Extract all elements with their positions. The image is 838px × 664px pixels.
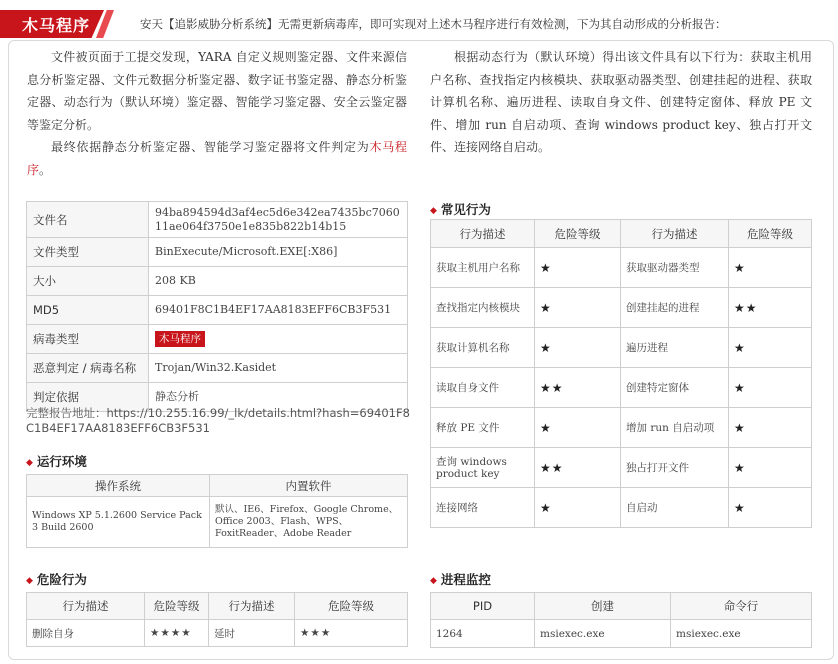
environment-row	[27, 497, 408, 548]
danger-desc-header: 行为描述	[209, 593, 295, 620]
file-type-value: BinExecute/Microsoft.EXE[:X86]	[149, 238, 408, 267]
common-desc: 独占打开文件	[621, 448, 729, 488]
common-desc: 获取主机用户名称	[431, 248, 535, 288]
common-level-stars: ★★	[535, 368, 621, 408]
common-heading-text: 常见行为	[440, 202, 491, 217]
diamond-icon: ◆	[26, 576, 33, 586]
danger-level-header: 危险等级	[145, 593, 209, 620]
software-column-header: 内置软件	[210, 475, 408, 497]
common-row	[431, 248, 812, 288]
md5-value: 69401F8C1B4EF17AA8183EFF6CB3F531	[149, 296, 408, 325]
file-info-row	[27, 296, 408, 325]
danger-level-stars: ★★★★	[145, 620, 209, 647]
common-desc: 自启动	[621, 488, 729, 528]
header-title: 木马程序	[22, 16, 91, 35]
danger-table	[26, 592, 408, 647]
common-level-stars: ★	[729, 328, 812, 368]
report-header	[0, 0, 838, 44]
intro-left-paragraph-1: 文件被页面于工提交发现，YARA 自定义规则鉴定器、文件来源信息分析鉴定器、文件元数据分析鉴定器、数字证书鉴定器、静态分析鉴定器、动态行为（默认环境）鉴定器、智能学习鉴定器、安全云鉴定器等鉴定分析。	[27, 50, 407, 132]
common-row	[431, 408, 812, 448]
verdict-text: 木马程序	[27, 140, 407, 177]
os-column-header: 操作系统	[27, 475, 210, 497]
common-row	[431, 368, 812, 408]
common-desc: 释放 PE 文件	[431, 408, 535, 448]
software-value: 默认、IE6、Firefox、Google Chrome、Office 2003、Flash、WPS、FoxitReader、Adobe Reader	[210, 497, 408, 548]
common-row	[431, 288, 812, 328]
common-behavior-table	[430, 219, 812, 528]
diamond-icon: ◆	[430, 206, 437, 216]
common-row	[431, 448, 812, 488]
common-desc: 连接网络	[431, 488, 535, 528]
danger-heading-text: 危险行为	[36, 572, 87, 587]
common-level-stars: ★	[535, 328, 621, 368]
process-table	[430, 592, 812, 648]
verdict-prefix: 最终依据静态分析鉴定器、智能学习鉴定器将文件判定为	[51, 140, 370, 154]
common-desc: 增加 run 自启动项	[621, 408, 729, 448]
virus-type-badge: 木马程序	[155, 331, 205, 347]
common-level-stars: ★	[535, 288, 621, 328]
intro-left	[27, 46, 407, 181]
common-desc: 获取驱动器类型	[621, 248, 729, 288]
intro-right	[430, 46, 812, 159]
environment-heading	[26, 452, 87, 470]
danger-header-row	[27, 593, 408, 620]
common-row	[431, 328, 812, 368]
common-level-header: 危险等级	[535, 220, 621, 248]
file-info-label: 大小	[27, 267, 149, 296]
pid-value: 1264	[431, 620, 535, 648]
common-level-stars: ★	[729, 448, 812, 488]
file-info-label: 恶意判定 / 病毒名称	[27, 354, 149, 383]
process-header-row	[431, 593, 812, 620]
common-level-stars: ★	[729, 408, 812, 448]
common-desc: 读取自身文件	[431, 368, 535, 408]
create-value: msiexec.exe	[535, 620, 671, 648]
process-row	[431, 620, 812, 648]
file-info-row	[27, 238, 408, 267]
danger-desc: 删除自身	[27, 620, 145, 647]
cmd-column-header: 命令行	[671, 593, 812, 620]
danger-level-header: 危险等级	[295, 593, 408, 620]
common-level-stars: ★	[535, 248, 621, 288]
report-link[interactable]: 完整报告地址：https://10.255.16.99/_lk/details.html?hash=69401F8C1B4EF17AA8183EFF6CB3F531	[26, 406, 410, 435]
common-level-stars: ★	[729, 248, 812, 288]
process-heading-text: 进程监控	[440, 572, 491, 587]
judgement-basis-value: 静态分析	[149, 383, 408, 412]
common-header-row	[431, 220, 812, 248]
common-desc-header: 行为描述	[621, 220, 729, 248]
create-column-header: 创建	[535, 593, 671, 620]
common-level-stars: ★	[729, 488, 812, 528]
diamond-icon: ◆	[26, 458, 33, 468]
common-desc: 创建挂起的进程	[621, 288, 729, 328]
danger-desc: 延时	[209, 620, 295, 647]
file-info-label: 病毒类型	[27, 325, 149, 354]
file-name-value: 94ba894594d3af4ec5d6e342ea7435bc706011ae064f3750e1e835b822b14b15	[149, 202, 408, 238]
virus-name-value: Trojan/Win32.Kasidet	[149, 354, 408, 383]
common-level-stars: ★★	[729, 288, 812, 328]
file-info-label: 文件名	[27, 202, 149, 238]
pid-column-header: PID	[431, 593, 535, 620]
common-desc: 查找指定内核模块	[431, 288, 535, 328]
file-info-row	[27, 354, 408, 383]
intro-left-paragraph-2	[27, 136, 407, 181]
file-info-row	[27, 202, 408, 238]
environment-header-row	[27, 475, 408, 497]
common-level-stars: ★	[535, 408, 621, 448]
common-desc: 遍历进程	[621, 328, 729, 368]
verdict-suffix: 。	[39, 162, 52, 177]
os-value: Windows XP 5.1.2600 Service Pack 3 Build 2600	[27, 497, 210, 548]
environment-heading-text: 运行环境	[36, 454, 87, 469]
file-info-label: 判定依据	[27, 383, 149, 412]
diamond-icon: ◆	[430, 576, 437, 586]
file-info-row	[27, 325, 408, 354]
common-level-stars: ★★	[535, 448, 621, 488]
common-desc: 获取计算机名称	[431, 328, 535, 368]
file-info-label: 文件类型	[27, 238, 149, 267]
virus-type-cell	[149, 325, 408, 354]
common-heading	[430, 200, 491, 218]
common-level-stars: ★	[535, 488, 621, 528]
common-level-header: 危险等级	[729, 220, 812, 248]
danger-level-stars: ★★★	[295, 620, 408, 647]
cmd-value: msiexec.exe	[671, 620, 812, 648]
common-desc-header: 行为描述	[431, 220, 535, 248]
danger-heading	[26, 570, 87, 588]
environment-table	[26, 474, 408, 548]
file-size-value: 208 KB	[149, 267, 408, 296]
file-info-label: MD5	[27, 296, 149, 325]
danger-desc-header: 行为描述	[27, 593, 145, 620]
common-row	[431, 488, 812, 528]
intro-right-paragraph: 根据动态行为（默认环境）得出该文件具有以下行为：获取主机用户名称、查找指定内核模块、获取驱动器类型、创建挂起的进程、获取计算机名称、遍历进程、读取自身文件、创建特定窗体、释放 PE 文件、增加 run 自启动项、查询 windows product key、独占打开文件、连接网络自启动。	[430, 50, 812, 154]
file-info-row	[27, 267, 408, 296]
file-info-table	[26, 201, 408, 412]
danger-row	[27, 620, 408, 647]
common-desc: 创建特定窗体	[621, 368, 729, 408]
common-desc: 查询 windows product key	[431, 448, 535, 488]
common-level-stars: ★	[729, 368, 812, 408]
process-heading	[430, 570, 491, 588]
header-description: 安天【追影威胁分析系统】无需更新病毒库，即可实现对上述木马程序进行有效检测，下为其自动形成的分析报告：	[140, 17, 727, 31]
